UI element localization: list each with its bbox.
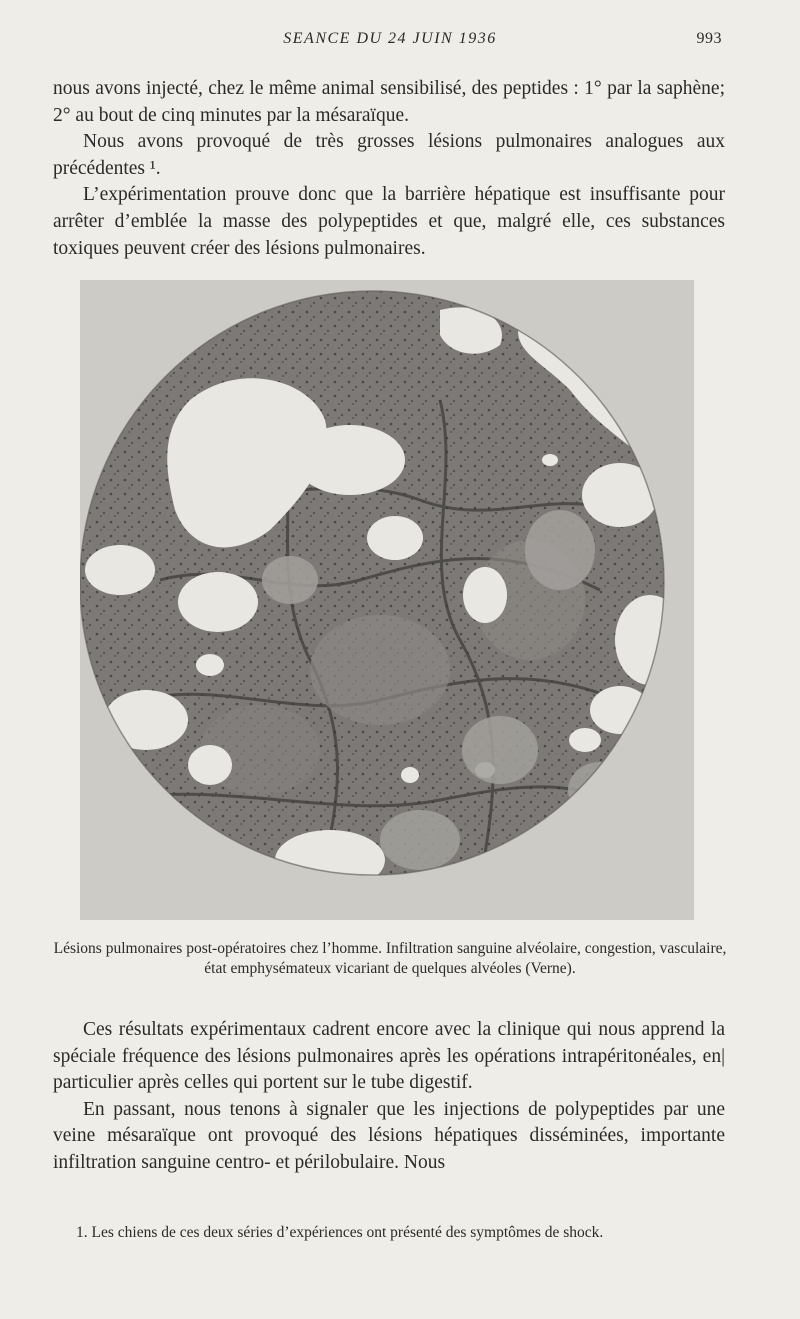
- page-number: 993: [696, 30, 722, 47]
- top-text-block: [53, 76, 725, 262]
- micrograph-image: [80, 280, 694, 920]
- running-head: [0, 30, 800, 54]
- paragraph: Nous avons provoqué de très grosses lésions pulmonaires analogues aux précédentes ¹.: [53, 131, 725, 179]
- paragraph: nous avons injecté, chez le même animal sensibilisé, des peptides : 1° par la saphène; 2° au bout de cinq minutes par la mésaraïque.: [53, 78, 725, 126]
- micrograph-figure: [80, 280, 694, 920]
- bottom-text-block: [53, 1017, 725, 1177]
- paragraph: L’expérimentation prouve donc que la barrière hépatique est insuffisante pour arrêter d’emblée la masse des polypeptides et que, malgré elle, ces substances toxiques peuvent créer des lésions pulmonaires.: [53, 184, 725, 259]
- footnote: 1. Les chiens de ces deux séries d’expériences ont présenté des symptômes de shock.: [76, 1224, 604, 1241]
- paragraph: Ces résultats expérimentaux cadrent encore avec la clinique qui nous apprend la spéciale fréquence des lésions pulmonaires après les opérations intrapéritonéales, en| particulier après celles qui portent sur le tube digestif.: [53, 1019, 725, 1094]
- paragraph: En passant, nous tenons à signaler que les injections de polypeptides par une veine mésaraïque ont provoqué des lésions hépatiques disséminées, importante infiltration sanguine centro- et périlobulaire. Nous: [53, 1098, 725, 1173]
- figure-caption: Lésions pulmonaires post-opératoires chez l’homme. Infiltration sanguine alvéolaire, congestion, vasculaire, état emphysémateux vicariant de quelques alvéoles (Verne).: [53, 940, 727, 977]
- running-title: SEANCE DU 24 JUIN 1936: [283, 30, 497, 47]
